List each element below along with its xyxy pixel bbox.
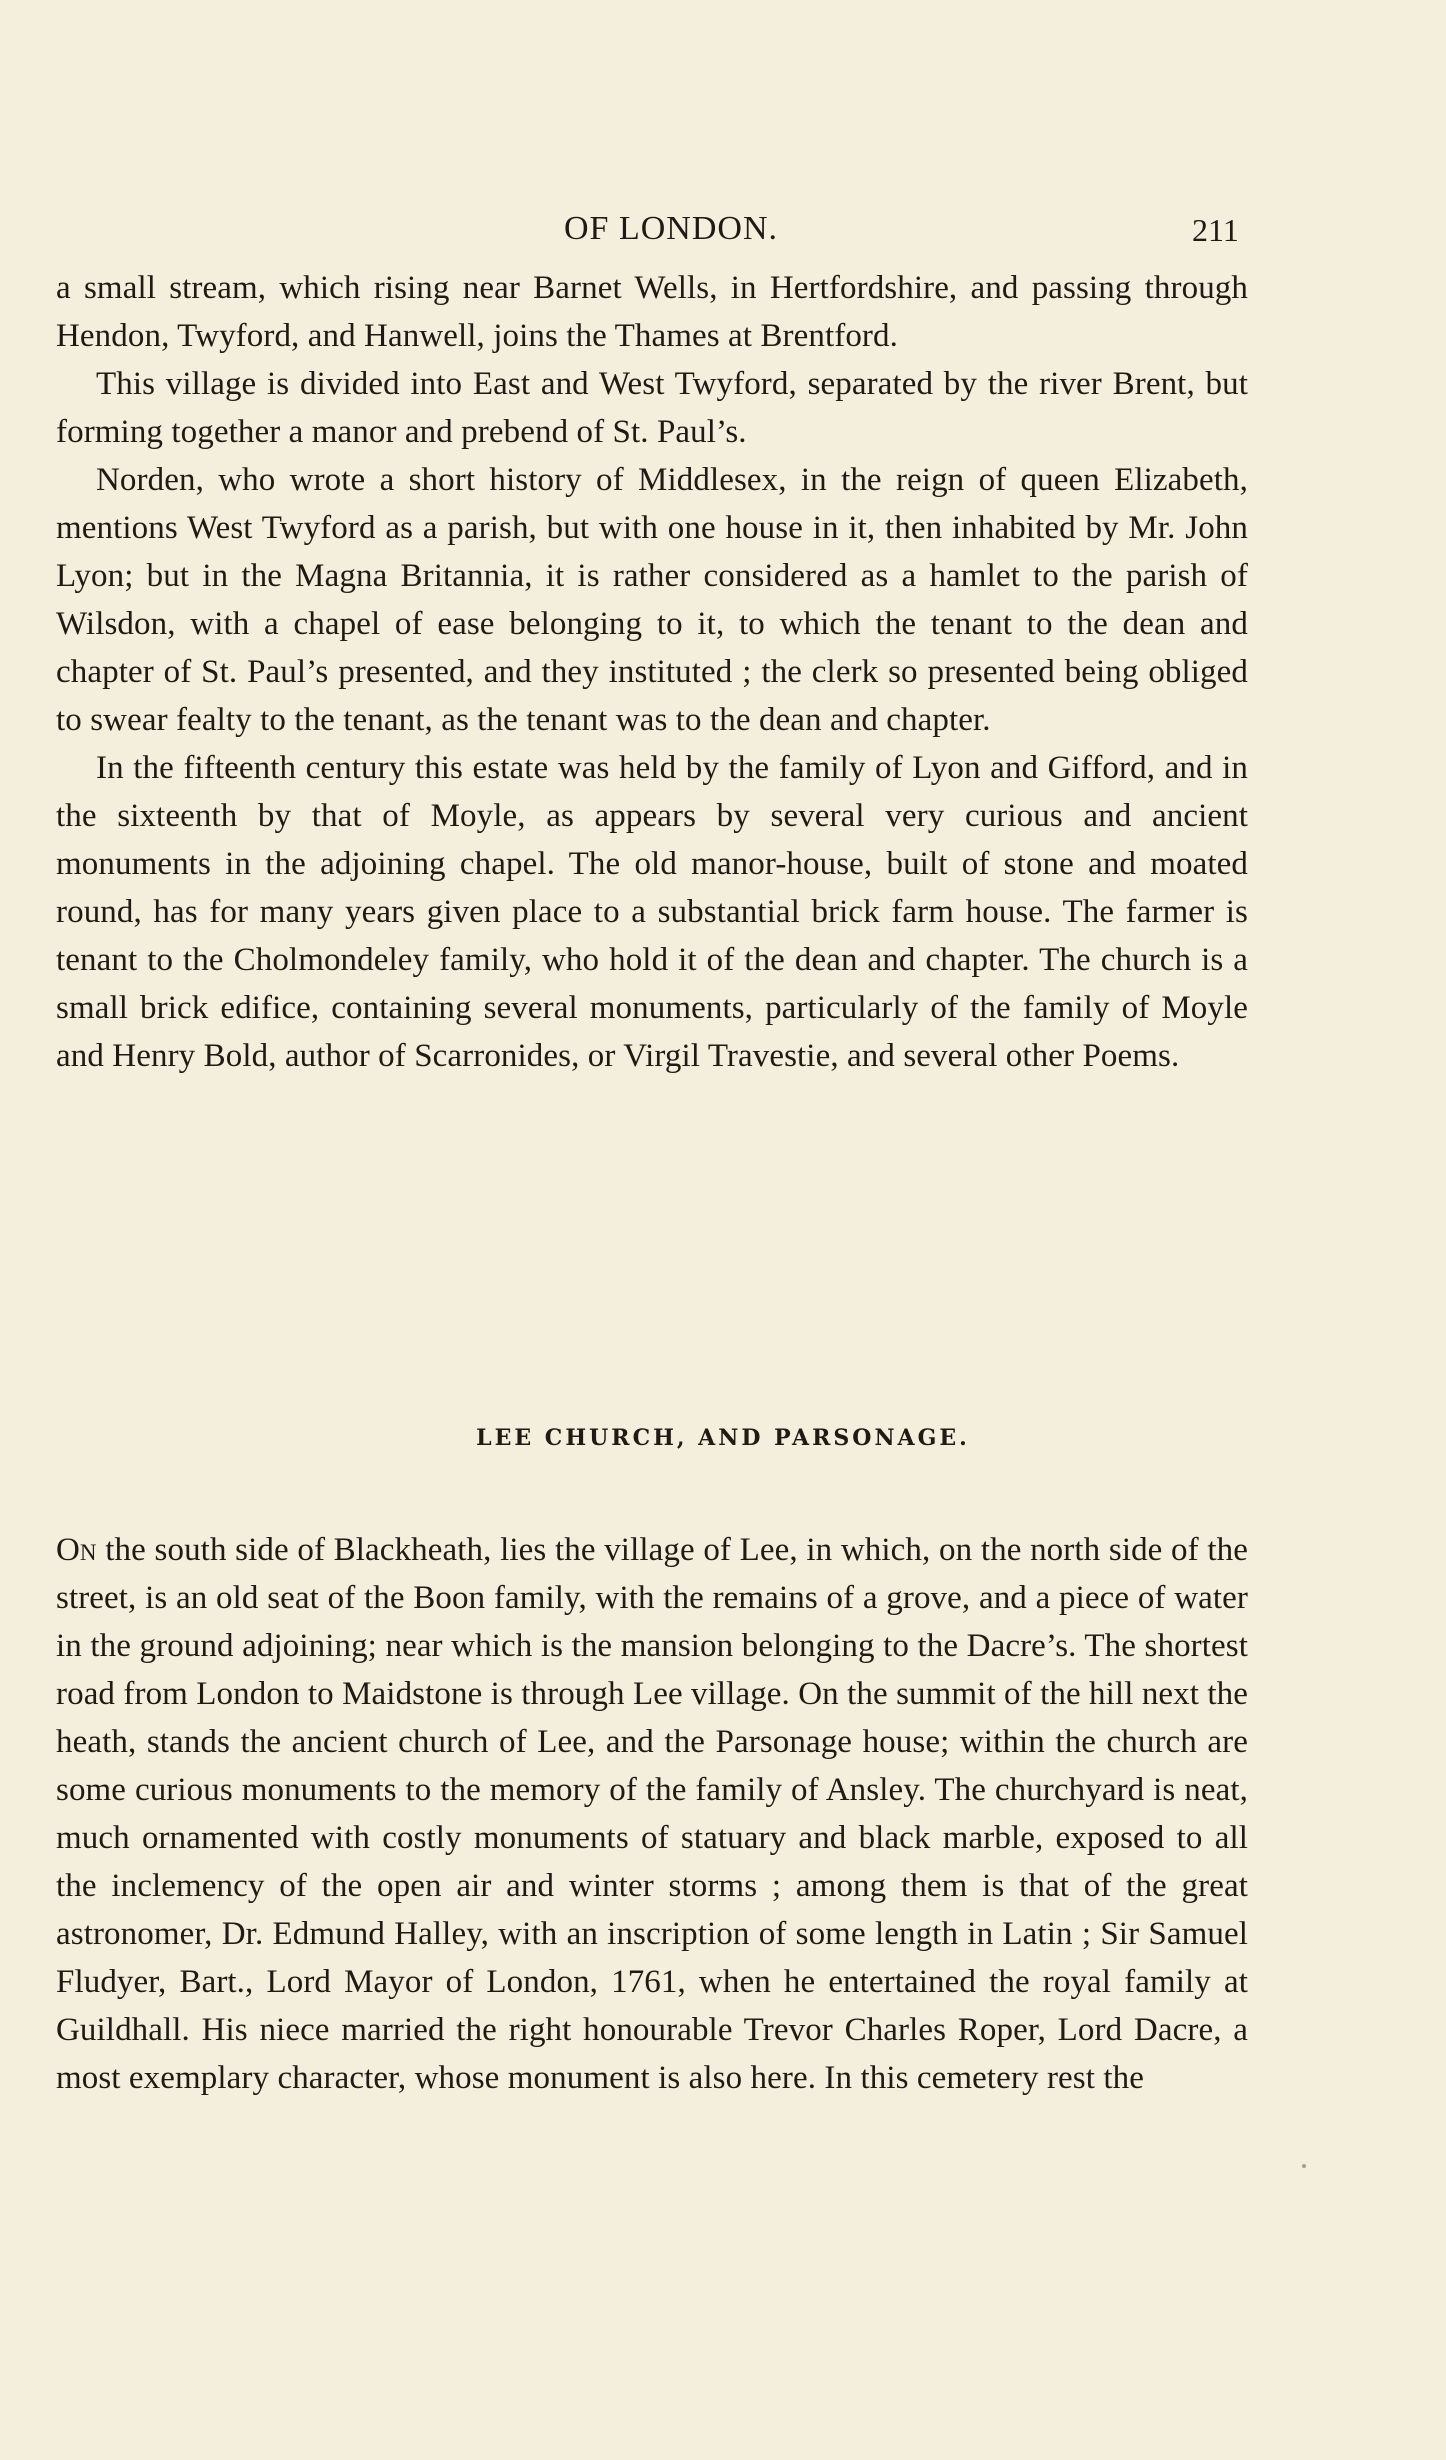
paragraph-stream: a small stream, which rising near Barnet Wells, in Hertfordshire, and passing through Hendon, Twyford, and Hanwell, joins the Thames at Brentford. [56, 270, 1248, 354]
page-number: 211 [1192, 212, 1239, 248]
section-heading: LEE CHURCH, AND PARSONAGE. [476, 1425, 970, 1451]
running-head [0, 206, 1446, 252]
paragraph-norden: Norden, who wrote a short history of Middlesex, in the reign of queen Elizabeth, mentions West Twyford as a parish, but with one house in it, then inhabited by Mr. John Lyon; but in the Magna Britannia, it is rather considered as a hamlet to the parish of Wilsdon, with a chapel of ease belonging to it, to which the tenant to the dean and chapter of St. Paul’s presented, and they instituted ; the clerk so presented being obliged to swear fealty to the tenant, as the tenant was to the dean and chapter. [56, 462, 1248, 738]
twyford-text-block [56, 264, 1248, 1080]
paragraph-estate: In the fifteenth century this estate was held by the family of Lyon and Gifford, and in the sixteenth by that of Moyle, as appears by several very curious and ancient monuments in the adjoining chapel. The old manor-house, built of stone and moated round, has for many years given place to a substantial brick farm house. The farmer is tenant to the Cholmondeley family, who hold it of the dean and chapter. The church is a small brick edifice, containing several monuments, particularly of the family of Moyle and Henry Bold, author of Scarronides, or Virgil Travestie, and several other Poems. [56, 750, 1248, 1074]
ink-speck [1302, 2164, 1306, 2168]
paragraph-lee [56, 1526, 1248, 2102]
lee-text-block [56, 1526, 1248, 2102]
running-title: OF LONDON. [564, 210, 778, 247]
paragraph-village: This village is divided into East and West Twyford, separated by the river Brent, but forming together a manor and prebend of St. Paul’s. [56, 366, 1248, 450]
lee-paragraph-text: the south side of Blackheath, lies the village of Lee, in which, on the north side of the street, is an old seat of the Boon family, with the remains of a grove, and a piece of water in the ground adjoining; near which is the mansion belonging to the Dacre’s. The shortest road from London to Maidstone is through Lee village. On the summit of the hill next the heath, stands the ancient church of Lee, and the Parsonage house; within the church are some curious monuments to the memory of the family of Ansley. The churchyard is neat, much ornamented with costly monuments of statuary and black marble, exposed to all the inclemency of the open air and winter storms ; among them is that of the great astronomer, Dr. Edmund Halley, with an inscription of some length in Latin ; Sir Samuel Fludyer, Bart., Lord Mayor of London, 1761, when he entertained the royal family at Guildhall. His niece married the right honourable Trevor Charles Roper, Lord Dacre, a most exemplary character, whose monument is also here. In this cemetery rest the [56, 1532, 1248, 2096]
lead-word: On [56, 1532, 97, 1568]
